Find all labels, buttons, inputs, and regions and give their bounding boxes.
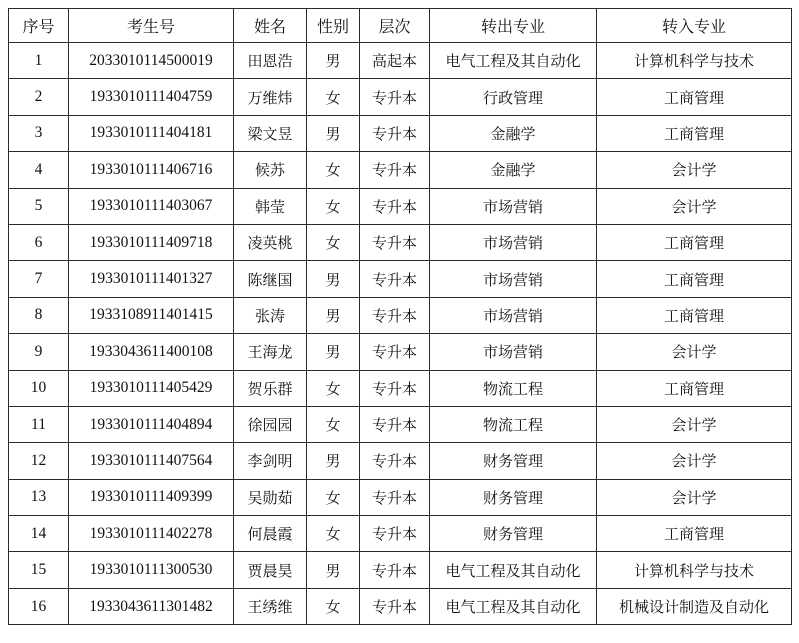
cell-to-major: 工商管理 [597,115,792,151]
cell-from-major: 物流工程 [430,406,597,442]
cell-exam-number: 1933108911401415 [69,297,234,333]
header-row [9,9,792,43]
cell-from-major: 市场营销 [430,261,597,297]
table-row [9,552,792,588]
cell-exam-number: 1933010111409399 [69,479,234,515]
cell-from-major: 电气工程及其自动化 [430,552,597,588]
cell-to-major: 工商管理 [597,261,792,297]
cell-name: 贺乐群 [234,370,307,406]
cell-to-major: 工商管理 [597,79,792,115]
cell-gender: 男 [307,297,360,333]
cell-from-major: 金融学 [430,115,597,151]
cell-exam-number: 1933010111406716 [69,152,234,188]
cell-gender: 男 [307,552,360,588]
cell-to-major: 会计学 [597,188,792,224]
cell-to-major: 工商管理 [597,516,792,552]
cell-index: 2 [9,79,69,115]
header-cell-name: 姓名 [234,9,307,43]
cell-name: 万维炜 [234,79,307,115]
cell-level: 专升本 [360,370,430,406]
cell-from-major: 财务管理 [430,443,597,479]
cell-gender: 女 [307,406,360,442]
cell-name: 陈继国 [234,261,307,297]
table-header [9,9,792,43]
cell-index: 15 [9,552,69,588]
cell-level: 专升本 [360,516,430,552]
cell-exam-number: 1933010111404181 [69,115,234,151]
table-row [9,370,792,406]
cell-level: 专升本 [360,224,430,260]
cell-from-major: 市场营销 [430,334,597,370]
cell-exam-number: 1933010111405429 [69,370,234,406]
cell-name: 贾晨昊 [234,552,307,588]
header-cell-to-major: 转入专业 [597,9,792,43]
cell-to-major: 计算机科学与技术 [597,43,792,79]
cell-to-major: 会计学 [597,443,792,479]
cell-level: 专升本 [360,334,430,370]
cell-exam-number: 1933010111404894 [69,406,234,442]
cell-to-major: 计算机科学与技术 [597,552,792,588]
cell-gender: 男 [307,115,360,151]
cell-to-major: 会计学 [597,406,792,442]
cell-index: 14 [9,516,69,552]
cell-from-major: 电气工程及其自动化 [430,588,597,624]
cell-from-major: 市场营销 [430,188,597,224]
cell-name: 田恩浩 [234,43,307,79]
cell-index: 6 [9,224,69,260]
cell-gender: 男 [307,443,360,479]
cell-index: 4 [9,152,69,188]
cell-name: 候苏 [234,152,307,188]
header-cell-exam-number: 考生号 [69,9,234,43]
cell-gender: 女 [307,224,360,260]
cell-name: 何晨霞 [234,516,307,552]
table-row [9,115,792,151]
cell-exam-number: 1933010111409718 [69,224,234,260]
cell-exam-number: 1933010111300530 [69,552,234,588]
cell-from-major: 金融学 [430,152,597,188]
cell-level: 专升本 [360,115,430,151]
cell-to-major: 工商管理 [597,297,792,333]
cell-level: 专升本 [360,297,430,333]
cell-exam-number: 1933043611400108 [69,334,234,370]
cell-gender: 女 [307,188,360,224]
cell-to-major: 会计学 [597,334,792,370]
cell-index: 16 [9,588,69,624]
cell-level: 专升本 [360,152,430,188]
header-cell-from-major: 转出专业 [430,9,597,43]
cell-name: 梁文昱 [234,115,307,151]
cell-name: 张涛 [234,297,307,333]
cell-index: 13 [9,479,69,515]
cell-exam-number: 1933010111404759 [69,79,234,115]
cell-name: 李剑明 [234,443,307,479]
cell-from-major: 物流工程 [430,370,597,406]
table-row [9,297,792,333]
cell-gender: 女 [307,79,360,115]
cell-index: 10 [9,370,69,406]
table-row [9,479,792,515]
cell-level: 专升本 [360,406,430,442]
cell-level: 专升本 [360,443,430,479]
cell-exam-number: 1933010111401327 [69,261,234,297]
cell-to-major: 会计学 [597,479,792,515]
cell-index: 7 [9,261,69,297]
header-cell-gender: 性别 [307,9,360,43]
cell-index: 1 [9,43,69,79]
cell-from-major: 电气工程及其自动化 [430,43,597,79]
cell-name: 徐园园 [234,406,307,442]
cell-gender: 男 [307,43,360,79]
cell-level: 专升本 [360,588,430,624]
cell-level: 专升本 [360,261,430,297]
table-body [9,43,792,625]
cell-index: 3 [9,115,69,151]
header-cell-index: 序号 [9,9,69,43]
table-row [9,516,792,552]
cell-gender: 女 [307,479,360,515]
cell-gender: 女 [307,588,360,624]
cell-name: 韩莹 [234,188,307,224]
cell-name: 凌英桃 [234,224,307,260]
cell-from-major: 市场营销 [430,224,597,260]
table-row [9,261,792,297]
cell-gender: 男 [307,334,360,370]
cell-index: 5 [9,188,69,224]
cell-exam-number: 2033010114500019 [69,43,234,79]
table-row [9,224,792,260]
cell-exam-number: 1933043611301482 [69,588,234,624]
cell-from-major: 财务管理 [430,516,597,552]
cell-gender: 男 [307,261,360,297]
table-row [9,406,792,442]
table-row [9,334,792,370]
cell-to-major: 工商管理 [597,224,792,260]
cell-gender: 女 [307,370,360,406]
cell-level: 专升本 [360,79,430,115]
cell-name: 吴勋茹 [234,479,307,515]
header-cell-level: 层次 [360,9,430,43]
table-row [9,588,792,624]
cell-to-major: 机械设计制造及自动化 [597,588,792,624]
cell-index: 12 [9,443,69,479]
cell-from-major: 行政管理 [430,79,597,115]
cell-gender: 女 [307,152,360,188]
cell-exam-number: 1933010111402278 [69,516,234,552]
cell-exam-number: 1933010111403067 [69,188,234,224]
cell-level: 高起本 [360,43,430,79]
transfer-students-table [8,8,792,625]
cell-index: 9 [9,334,69,370]
table-row [9,43,792,79]
cell-exam-number: 1933010111407564 [69,443,234,479]
cell-level: 专升本 [360,552,430,588]
table-row [9,152,792,188]
table-row [9,443,792,479]
cell-level: 专升本 [360,188,430,224]
table-row [9,188,792,224]
cell-from-major: 财务管理 [430,479,597,515]
cell-to-major: 工商管理 [597,370,792,406]
cell-gender: 女 [307,516,360,552]
cell-to-major: 会计学 [597,152,792,188]
cell-index: 11 [9,406,69,442]
cell-from-major: 市场营销 [430,297,597,333]
cell-level: 专升本 [360,479,430,515]
cell-name: 王绣维 [234,588,307,624]
table-row [9,79,792,115]
cell-name: 王海龙 [234,334,307,370]
cell-index: 8 [9,297,69,333]
